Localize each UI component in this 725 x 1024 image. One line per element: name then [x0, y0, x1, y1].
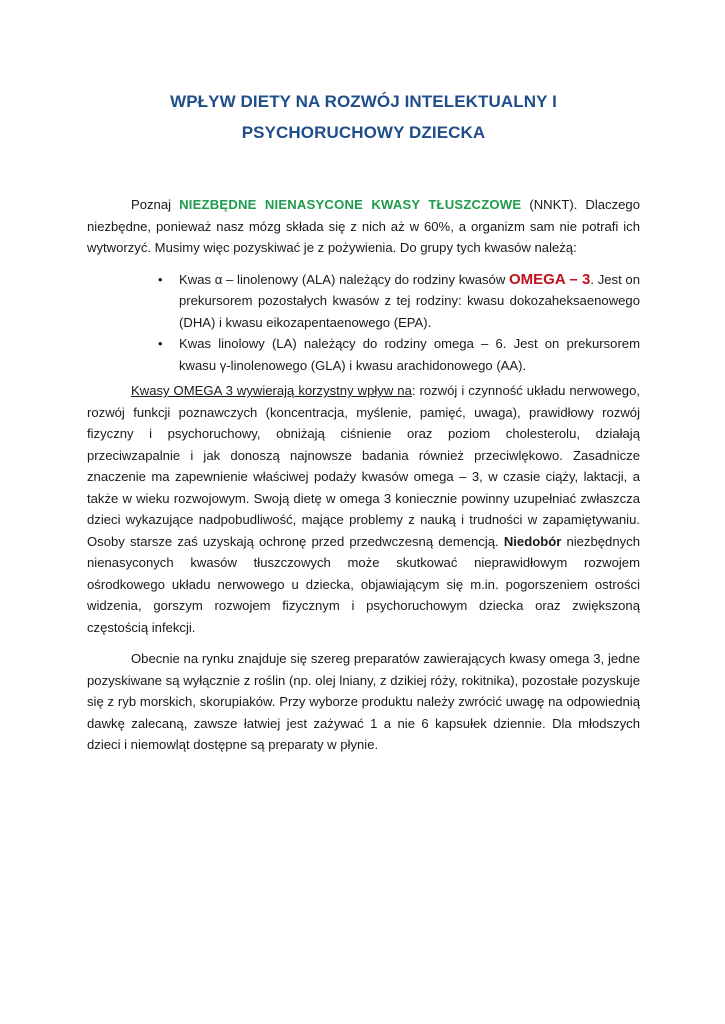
- intro-lead: Poznaj: [131, 197, 180, 212]
- intro-rest: (NNKT). Dlaczego niezbędne, ponieważ nasz mózg składa się z nich aż w 60%, a organizm sam nie potrafi ich wytworzyć. Musimy więc pozyskiwać je z pożywienia. Do grupy tych kwasów należą:: [87, 197, 640, 255]
- intro-paragraph: [87, 194, 640, 259]
- acid-list: [87, 269, 640, 377]
- bullet-icon: •: [158, 336, 163, 351]
- title-line-2: PSYCHORUCHOWY DZIECKA: [241, 123, 486, 142]
- la-text: Kwas linolowy (LA) należący do rodziny omega – 6. Jest on prekursorem kwasu γ-linolenowego (GLA) i kwasu arachidonowego (AA).: [179, 336, 640, 373]
- deficiency-bold: Niedobór: [503, 533, 562, 549]
- nnkt-highlight: NIEZBĘDNE NIENASYCONE KWASY TŁUSZCZOWE: [179, 197, 522, 212]
- document-title: [87, 86, 640, 148]
- omega-benefits-paragraph: [87, 380, 640, 638]
- omega-3-highlight: OMEGA – 3: [509, 270, 591, 288]
- benefits-underlined: Kwasy OMEGA 3 wywierają korzystny wpływ na: [131, 383, 412, 398]
- list-item-ala: [158, 269, 640, 334]
- benefits-part-1: : rozwój i czynność układu nerwowego, rozwój funkcji poznawczych (koncentracja, myślenie, pamięć, uwaga), prawidłowy rozwój fizyczny i psychoruchowy, obniżają ciśnienie oraz poziom cholesterolu, działają przeciwzapalnie i jak donoszą najnowsze badania również przeciwlękowo. Zasadnicze znaczenie ma zapewnienie właściwej podaży kwasów omega – 3, w czasie ciąży, laktacji, a także w wieku rozwojowym. Swoją dietę w omega 3 koniecznie powinny uzupełniać zwłaszcza dzieci wykazujące nadpobudliwość, mające problemy z nauką i trudności w zapamiętywaniu. Osoby starsze zaś uzyskają ochronę przed przedwczesną demencją.: [87, 383, 640, 549]
- market-paragraph: Obecnie na rynku znajduje się szereg preparatów zawierających kwasy omega 3, jedne pozyskiwane są wyłącznie z roślin (np. olej lniany, z dzikiej róży, rokitnika), pozostałe pozyskuje się z ryb morskich, skorupiaków. Przy wyborze produktu należy zwrócić uwagę na odpowiednią dawkę zalecaną, zawsze łatwiej jest zażywać 1 a nie 6 kapsułek dziennie. Dla młodszych dzieci i niemowląt dostępne są preparaty w płynie.: [87, 651, 640, 752]
- ala-before: Kwas α – linolenowy (ALA) należący do rodziny kwasów: [179, 271, 510, 287]
- title-line-1: WPŁYW DIETY NA ROZWÓJ INTELEKTUALNY I: [170, 92, 557, 111]
- bullet-icon: •: [158, 271, 163, 287]
- list-item-la: [158, 333, 640, 376]
- ala-after: . Jest on prekursorem pozostałych kwasów z tej rodziny: kwasu dokozaheksaenowego (DHA) i kwasu eikozapentaenowego (EPA).: [179, 271, 640, 330]
- benefits-part-2: niezbędnych nienasyconych kwasów tłuszczowych może skutkować nieprawidłowym rozwojem ośrodkowego układu nerwowego u dziecka, objawiającym się m.in. pogorszeniem ostrości widzenia, gorszym rozwojem fizycznym i psychoruchowym dziecka oraz zwiększoną częstością infekcji.: [87, 533, 640, 635]
